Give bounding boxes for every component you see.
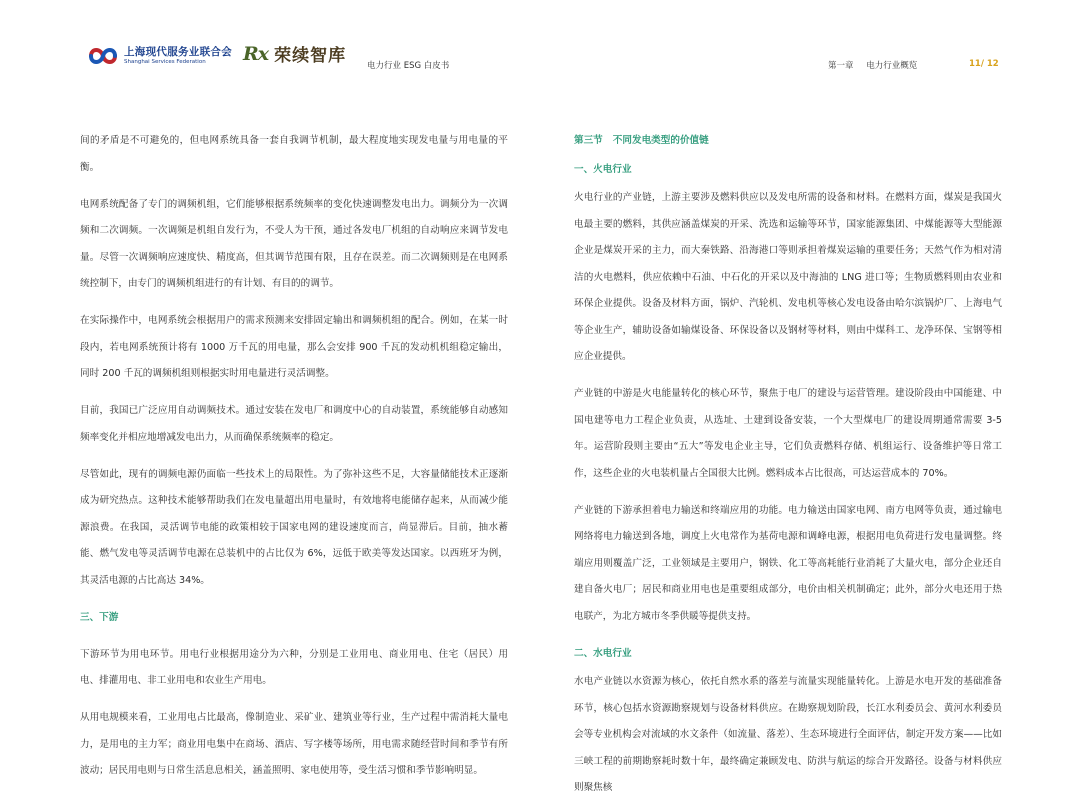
paragraph: 尽管如此，现有的调频电源仍面临一些技术上的局限性。为了弥补这些不足，大容量储能技术正逐渐成为研究热点。这种技术能够帮助我们在发电量超出用电量时，有效地将电能储存起来，从而减少能源浪费。在我国，灵活调节电能的政策相较于国家电网的建设速度而言，尚显滞后。目前，抽水蓄能、燃气发电等灵活调节电源在总装机中的占比仅为 6%，远低于欧美等发达国家。以西班牙为例，其灵活电源的占比高达 34%。	[80, 468, 508, 586]
paragraph: 产业链的中游是火电能量转化的核心环节，聚焦于电厂的建设与运营管理。建设阶段由中国能建、中国电建等电力工程企业负责，从选址、土建到设备安装，一个大型煤电厂的建设周期通常需要 3-5 年。运营阶段则主要由“五大”等发电企业主导，它们负责燃料存储、机组运行、设备维护等日常工作，这些企业的火电装机量占全国很大比例。燃料成本占比很高，可达运营成本的 70%。	[574, 388, 1002, 479]
chapter-label: 第一章 电力行业概览	[828, 61, 918, 71]
rx-name: 荣续智库	[274, 46, 347, 66]
rx-logo	[243, 41, 346, 66]
paragraph: 水电产业链以水资源为核心，依托自然水系的落差与流量实现能量转化。上游是水电开发的基础准备环节，核心包括水资源勘察规划与设备材料供应。在勘察规划阶段，长江水利委员会、黄河水利委员会等专业机构会对流域的水文条件（如流量、落差）、生态环境进行全面评估，制定开发方案——比如三峡工程的前期勘察耗时数十年，最终确定兼顾发电、防洪与航运的综合开发路径。设备与材料供应则聚焦核	[574, 676, 1002, 793]
heading-hydropower: 二、水电行业	[574, 647, 632, 659]
paragraph: 火电行业的产业链，上游主要涉及燃料供应以及发电所需的设备和材料。在燃料方面，煤炭是我国火电最主要的燃料，其供应涵盖煤炭的开采、洗选和运输等环节，国家能源集团、中煤能源等大型能源企业是煤炭开采的主力，而大秦铁路、沿海港口等则承担着煤炭运输的重要任务；天然气作为相对清洁的火电燃料，供应依赖中石油、中石化的开采以及中海油的 LNG 进口等；生物质燃料则由农业和环保企业提供。设备及材料方面，锅炉、汽轮机、发电机等核心发电设备由哈尔滨锅炉厂、上海电气等企业生产，辅助设备如输煤设备、环保设备以及钢材等材料，则由中煤科工、龙净环保、宝钢等相应企业提供。	[574, 192, 1002, 362]
paragraph: 电网系统配备了专门的调频机组，它们能够根据系统频率的变化快速调整发电出力。调频分为一次调频和二次调频。一次调频是机组自发行为，不受人为干预，通过各发电厂机组的自动响应来调节发电量。尽管一次调频响应速度快、精度高，但其调节范围有限，且存在误差。而二次调频则是在电网系统控制下，由专门的调频机组进行的有计划、有目的的调节。	[80, 198, 508, 289]
heading-downstream: 三、下游	[80, 611, 119, 623]
federation-name: 上海现代服务业联合会	[124, 46, 232, 58]
federation-logo	[87, 44, 232, 68]
page-header	[0, 0, 1080, 90]
federation-name-en: Shanghai Services Federation	[124, 59, 206, 65]
section-heading: 第三节 不同发电类型的价值链	[574, 135, 709, 146]
federation-emblem-icon	[87, 44, 119, 68]
paragraph: 在实际操作中，电网系统会根据用户的需求预测来安排固定输出和调频机组的配合。例如，在某一时段内，若电网系统预计将有 1000 万千瓦的用电量，那么会安排 900 千瓦的发动机机组稳定输出，同时 200 千瓦的调频机组则根据实时用电量进行灵活调整。	[80, 315, 508, 379]
paragraph: 产业链的下游承担着电力输送和终端应用的功能。电力输送由国家电网、南方电网等负责，通过输电网络将电力输送到各地，调度上火电常作为基荷电源和调峰电源，根据用电负荷进行发电量调整。终端应用则覆盖广泛，工业领域是主要用户，钢铁、化工等高耗能行业消耗了大量火电，部分企业还自建自备火电厂；居民和商业用电也是重要组成部分，电价由相关机制确定；此外，部分火电还用于热电联产，为北方城市冬季供暖等提供支持。	[574, 504, 1002, 622]
left-column	[80, 128, 508, 795]
paragraph: 目前，我国已广泛应用自动调频技术。通过安装在发电厂和调度中心的自动装置，系统能够自动感知频率变化并相应地增减发电出力，从而确保系统频率的稳定。	[80, 405, 508, 443]
document-title: 电力行业 ESG 白皮书	[367, 61, 450, 71]
paragraph: 下游环节为用电环节。用电行业根据用途分为六种，分别是工业用电、商业用电、住宅（居民）用电、排灌用电、非工业用电和农业生产用电。	[80, 648, 508, 686]
rx-mark: Rx	[243, 42, 269, 65]
heading-thermal-power: 一、火电行业	[574, 163, 632, 175]
page-number: 11/ 12	[969, 59, 999, 69]
paragraph: 从用电规模来看，工业用电占比最高，像制造业、采矿业、建筑业等行业，生产过程中需消耗大量电力，是用电的主力军；商业用电集中在商场、酒店、写字楼等场所，用电需求随经营时间和季节有所波动；居民用电则与日常生活息息相关，涵盖照明、家电使用等，受生活习惯和季节影响明显。	[80, 712, 508, 776]
right-column	[574, 128, 1002, 812]
paragraph: 间的矛盾是不可避免的，但电网系统具备一套自我调节机制，最大程度地实现发电量与用电量的平衡。	[80, 135, 508, 173]
